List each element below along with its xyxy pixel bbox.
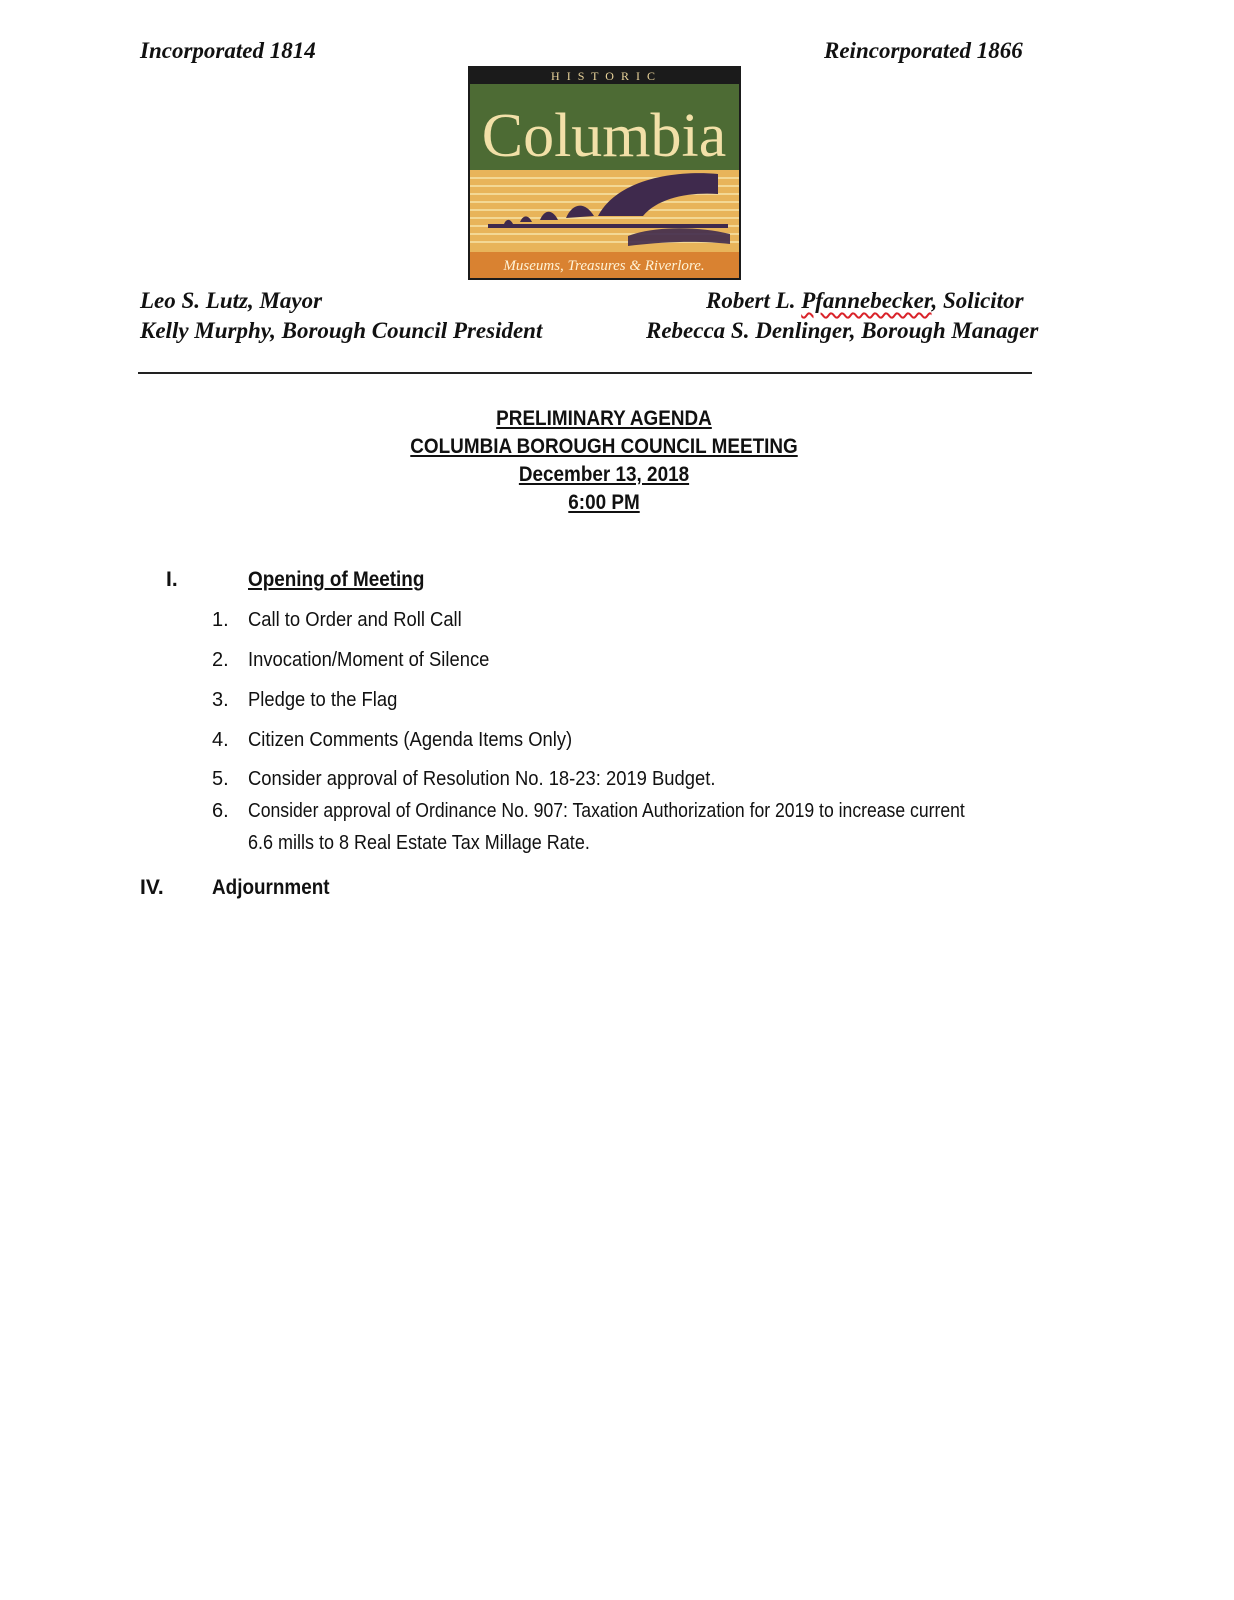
logo-tagline-text: Museums, Treasures & Riverlore. [503,258,705,274]
list-item: Consider approval of Resolution No. 18-23: 2019 Budget. [248,768,716,790]
list-item-number: 3. [212,689,229,711]
meeting-name: COLUMBIA BOROUGH COUNCIL MEETING [410,435,798,458]
logo-graphic [468,66,741,280]
list-item: Invocation/Moment of Silence [248,649,490,671]
section-heading: Adjournment [212,876,330,899]
solicitor-text [706,288,1024,314]
historic-columbia-logo [468,66,741,280]
solicitor-surname: Pfannebecker [801,288,932,313]
list-item-number: 6. [212,800,229,822]
logo-name-text: Columbia [481,102,727,170]
incorporated-text: Incorporated 1814 [140,38,316,63]
section-numeral: IV. [140,876,164,899]
list-item-continuation: 6.6 mills to 8 Real Estate Tax Millage Rate. [248,832,590,854]
council-president-text: Kelly Murphy, Borough Council President [140,318,543,343]
logo-top-text: H I S T O R I C [551,69,657,83]
list-item-number: 4. [212,729,229,751]
section-numeral: I. [166,568,178,591]
meeting-date: December 13, 2018 [518,463,690,486]
reincorporated-text: Reincorporated 1866 [824,38,1023,63]
list-item: Call to Order and Roll Call [248,609,462,631]
list-item: Pledge to the Flag [248,689,398,711]
list-item-number: 2. [212,649,229,671]
mayor-text: Leo S. Lutz, Mayor [140,288,323,313]
list-item: Citizen Comments (Agenda Items Only) [248,729,573,751]
header-divider [138,372,1032,374]
agenda-title-block [304,405,904,517]
meeting-time: 6:00 PM [568,491,640,514]
list-item-number: 5. [212,768,229,790]
agenda-title: PRELIMINARY AGENDA [496,407,712,430]
solicitor-suffix: , Solicitor [931,288,1024,313]
manager-text: Rebecca S. Denlinger, Borough Manager [646,318,1039,343]
list-item: Consider approval of Ordinance No. 907: Taxation Authorization for 2019 to increase current [248,800,965,822]
list-item-number: 1. [212,609,229,631]
solicitor-prefix: Robert L. [706,288,802,313]
section-heading: Opening of Meeting [248,568,425,591]
